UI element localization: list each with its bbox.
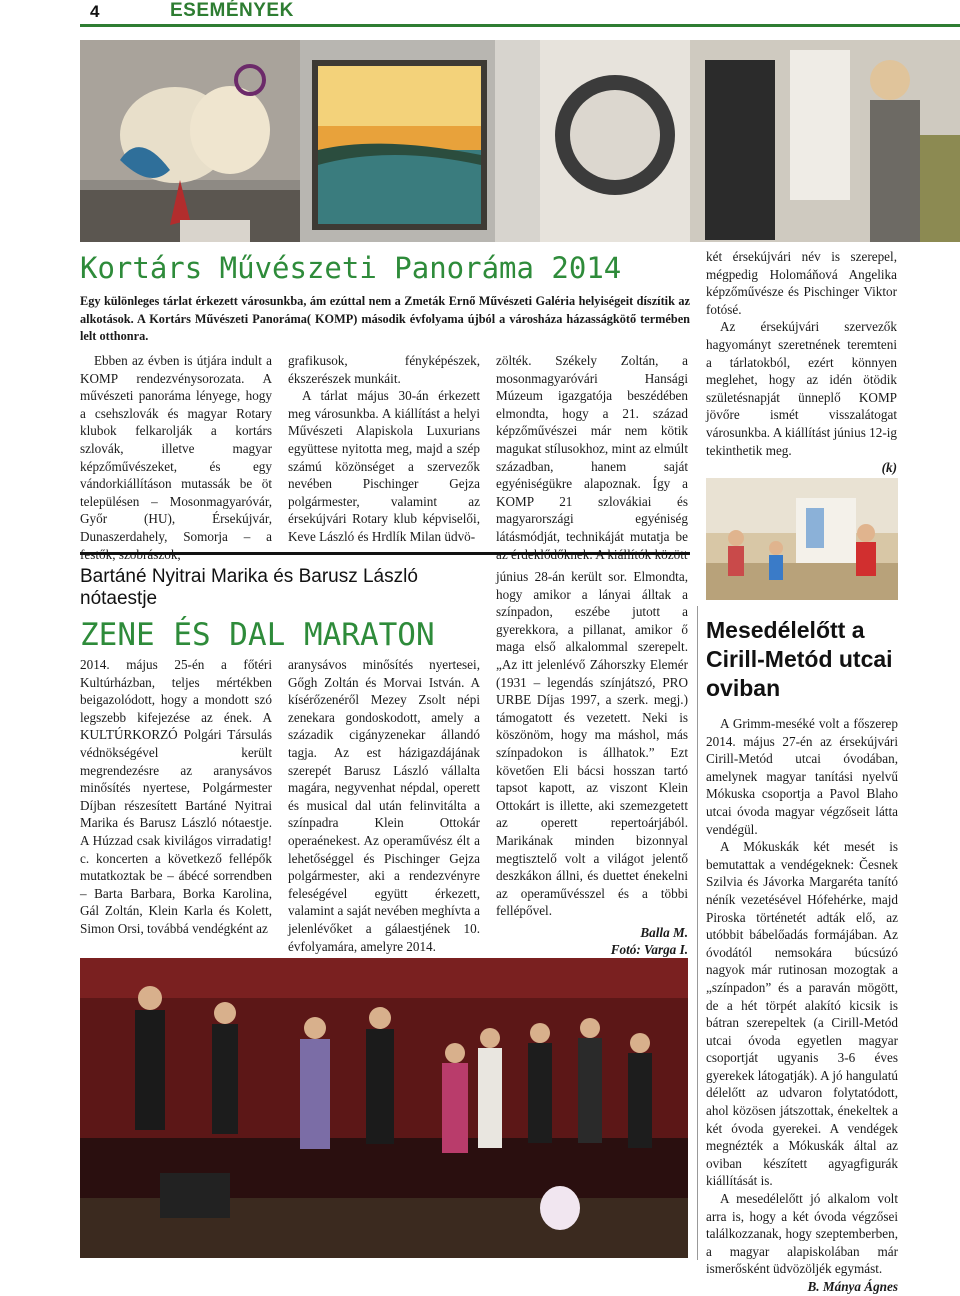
article1-col3-text: zölték. Székely Zoltán, a mosonmagyaróvári Hansági Múzeum igazgatója beszédében elmondta, hogy a 21. század képzőművészei már nem kötik magukat stílusokhoz, mint az elmúlt században, hanem saját egyéniségükre alapoznak. Így a KOMP 21 szlovákiai és magyarországi egyéniség látásmódját, technikáját mutatja be bbox=[496, 353, 688, 544]
article2-column-2 bbox=[288, 656, 480, 955]
article1-column-1 bbox=[80, 352, 272, 563]
article1-col2-text-a: grafikusok, fényképészek, ékszerészek munkáit. bbox=[288, 353, 480, 386]
article1-signature: (k) bbox=[881, 460, 897, 476]
article3-p1: A Grimm-meséké volt a főszerep 2014. május 27-én az érsekújvári Cirill-Metód utcai óvodában, amelynek magyar tanítási nyelvű Mókuska csoportja a Pavol Blaho utcai óvoda magyar végzőseit látta vendégül. bbox=[706, 716, 898, 837]
article2-column-3 bbox=[496, 568, 688, 959]
article2-kicker: Bartáné Nyitrai Marika és Barusz László nótaestje bbox=[80, 566, 418, 609]
photo-concert bbox=[80, 958, 688, 1258]
page-header bbox=[0, 0, 960, 38]
page-number: 4 bbox=[90, 2, 100, 21]
section-divider bbox=[80, 552, 690, 555]
article1-col1-text: Ebben az évben is útjára indult a KOMP rendezvénysorozata. A művészeti panoráma lényege, hogy a csehszlovák és magyar Rotary klubok felkarolják a kortárs szlovák, illetve magyar képzőművészeket, és egy vándorkiállításon mutassák be öt településen – Mosonmagyaróvár, Győr (HU), Érsekújvár, Dunaszerdahely, Somorja – a bbox=[80, 353, 272, 544]
article1-column-4 bbox=[706, 248, 897, 477]
photo-painting bbox=[300, 40, 540, 242]
article2-title: ZENE ÉS DAL MARATON bbox=[80, 617, 435, 653]
article1-col4-text-a: két érsekújvári név is szerepel, mégpedig Holomáňová Angelika képzőművésze és Pischinger Viktor fotósé. bbox=[706, 249, 897, 317]
photo-visitors bbox=[540, 40, 960, 242]
article1-title: Kortárs Művészeti Panoráma 2014 bbox=[80, 251, 622, 285]
article1-col4-text-b: Az érsekújvári szervezők hagyományt szeretnének teremteni a tárlatokból, ezért könnyen meglehet, hogy az idén ötödik születésnapját ünneplő KOMP jövőre ismét visszalátogat városunkba. A kiállítást június 12-ig tekinthetik meg. bbox=[706, 319, 897, 458]
article2-col2-text: aranysávos minősítés nyertesei, Gőgh Zoltán és Morvai István. A kísérőzenéről Mezey Zsolt népi zenekara gondoskodott, amely a századik cigányzenekar állandó tagja. Az est házigazdájának szerepét Barusz László vállalta magára, negyvenhat népdal, operett és musical dal után felinvitálta a színpadra Klein Ottokár operaénekest. Az operaművész élt a lehetőséggel és Pischinger Gejza polgármester, aki a rendezvényre feleségével együtt érkezett, valamint a saját nevében meghívta a jelenlévőket a gálaestjének 10. évfolyamára, amelyre 2014. bbox=[288, 657, 480, 954]
article2-col3-text: június 28-án került sor. Elmondta, hogy amikor a lányai álltak a színpadon, eszébe jutott a gyerekkora, a pillanat, amikor ő maga első alkalommal szerepelt. „Az itt jelenlévő Záhorszky Elemér (1931 – legendás színjátszó, PRO URBE Díjas 1997, a szerk. megj.) támogatott és vezetett. Neki is köszönöm, hogy ma máshol, más színpadokon is állhatok.” Ezt követően Eli bácsi hosszan tartó tapsot kapott, az viszont Klein Ottokárt is illette, aki szemezgetett az operett repertoárjából. Marikának minden bizonnyal megtisztelő volt a világot jelentő deszkákon állni, és duettet énekelni az operaművésszel és a többi fellépővel. bbox=[496, 569, 688, 919]
article3-title: Mesedélelőtt a Cirill-Metód utcai oviban bbox=[706, 617, 893, 701]
article2-signature-author: Balla M. bbox=[640, 924, 688, 940]
article3-column bbox=[706, 715, 898, 1296]
article1-column-3 bbox=[496, 352, 688, 563]
column-divider bbox=[697, 606, 698, 1260]
header-rule bbox=[80, 24, 960, 27]
article2-column-1 bbox=[80, 656, 272, 938]
article2-signature-photo: Fotó: Varga I. bbox=[610, 942, 688, 958]
photo-kindergarten bbox=[706, 478, 898, 600]
article1-col2-text-b: A tárlat május 30-án érkezett meg városunkba. A kiállítást a helyi Művészeti Alapiskola Luxurians együttese nyitotta meg, majd a szép számú közönséget a szervezők nevében Pischinger Gejza polgármester, valamint az érsekújvári Rotary klub képviselői, Keve László és Hrdlík Milan üdvö- bbox=[288, 388, 480, 544]
article2-col1-text: 2014. május 25-én a főtéri Kultúrházban, teljes mértékben beigazolódott, hogy a mondott szó legszebb kifejezése az ének. A KULTÚRKORZÓ Polgári Társulás védnökségével került megrendezésre az aranysávos minősítés nyertese, Polgármester Díjban részesített Bartáné Nyitrai Marika és Barusz László nótaestje. A Húzzad csak kivilágos virradatig! c. koncerten a következő fellépők mutatkoztak be – ábécé sorrendben – Barta Barbara, Borka Karolina, Gál Zoltán, Klein Karla és Kolett, Simon Orsi, továbbá vendégként az bbox=[80, 657, 272, 936]
photo-sculpture bbox=[80, 40, 300, 242]
article3-p3: A mesedélelőtt jó alkalom volt arra is, hogy a két óvoda végzősei találkozzanak, hogy szeptemberben, a magyar alapiskolában már ismerősként üdvözöljék egymást. bbox=[706, 1191, 898, 1277]
article3-signature: B. Mánya Ágnes bbox=[807, 1279, 898, 1294]
article1-column-2 bbox=[288, 352, 480, 546]
section-title: ESEMÉNYEK bbox=[170, 0, 294, 21]
article3-p2: A Mókuskák két mesét is bemutattak a vendégeknek: Česnek Szilvia és Jávorka Margaréta tanító néník vezetésével Hófehérke, majd Piroska történetét adták elő, az utóbbit bábelőadás formájában. Az óvodától nemsokára búcsúzó nagyok már rutinosan mozogtak a „színpadon” és a paraván mögött, de a hét törpét alakító kicsik is bátran szerepeltek (a Cirill-Metód utcai óvoda egyetlen magyar csoportját ugyanis 3-6 éves gyerekek látogatják). A jó hangulatú délelőtt az udvaron folytatódott, ahol közösen játszottak, énekeltek a két óvoda gyerekei. A vendégek megnézték a Mókuskák által az oviban készített agyagfigurák kiállítását is. bbox=[706, 839, 898, 1189]
article1-lead: Egy különleges tárlat érkezett városunkba, ám ezúttal nem a Zmeták Ernő Művészeti Galéria helyiségeit díszítik az alkotások. A Kortárs Művészeti Panoráma( KOMP) második évfolyama újból a városháza házasságkötő termében lelt otthonra. bbox=[80, 294, 690, 343]
